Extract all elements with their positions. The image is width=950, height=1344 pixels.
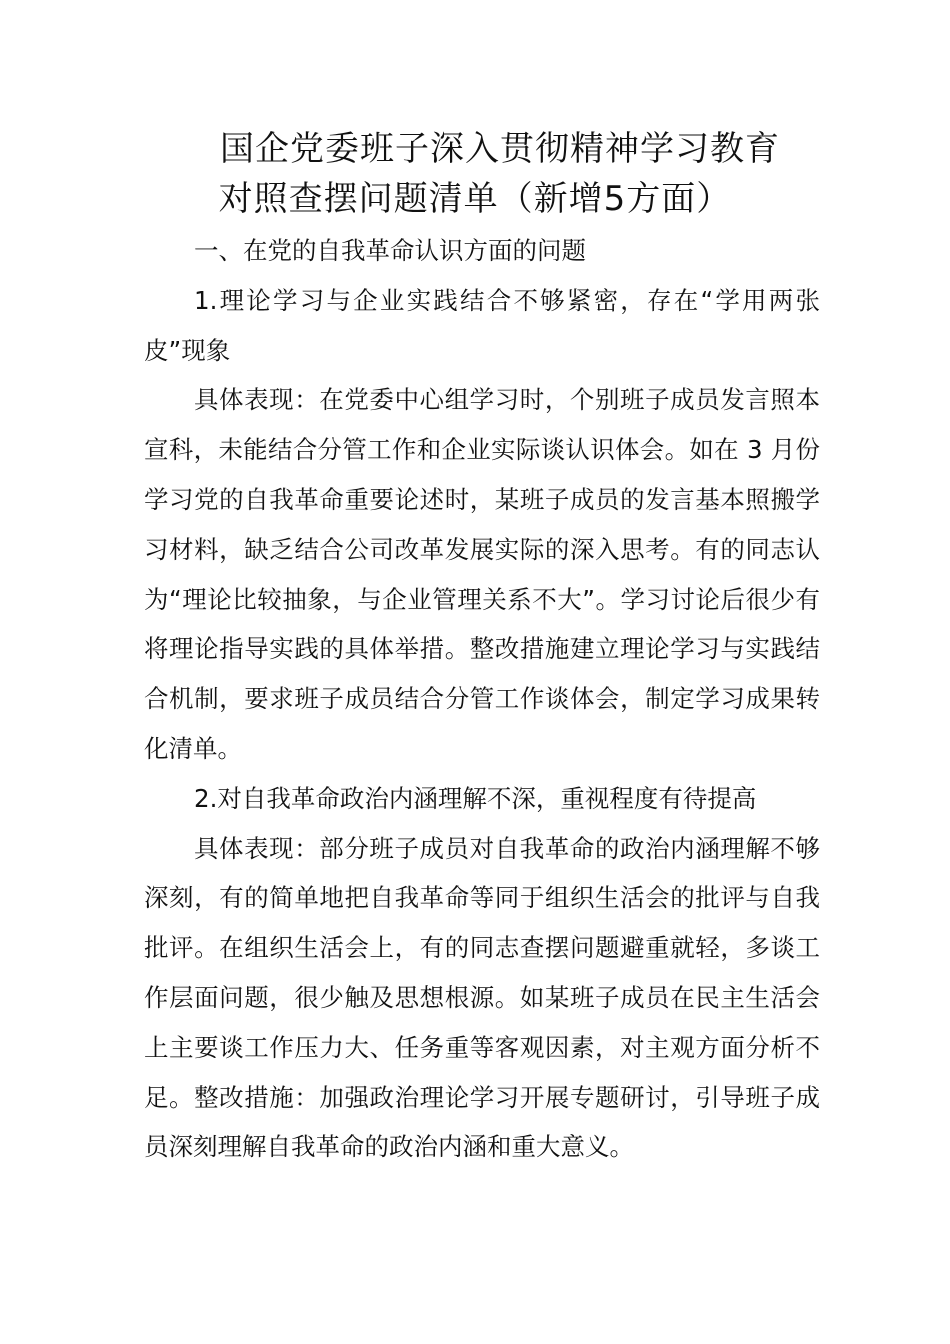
item-2-heading: 2.对自我革命政治内涵理解不深，重视程度有待提高: [194, 783, 757, 813]
item-1-body: 具体表现：在党委中心组学习时，个别班子成员发言照本宣科，未能结合分管工作和企业实际谈认识体会。如在 3 月份学习党的自我革命重要论述时，某班子成员的发言基本照搬学习材料，缺乏结合公司改革发展实际的深入思考。有的同志认为“理论比较抽象，与企业管理关系不大”。学习讨论后很少有将理论指导实践的具体举措。整改措施建立理论学习与实践结合机制，要求班子成员结合分管工作谈体会，制定学习成果转化清单。: [144, 385, 820, 763]
document-body: [144, 226, 820, 1172]
item-2-body: 具体表现：部分班子成员对自我革命的政治内涵理解不够深刻，有的简单地把自我革命等同于组织生活会的批评与自我批评。在组织生活会上，有的同志查摆问题避重就轻，多谈工作层面问题，很少触及思想根源。如某班子成员在民主生活会上主要谈工作压力大、任务重等客观因素，对主观方面分析不足。整改措施：加强政治理论学习开展专题研讨，引导班子成员深刻理解自我革命的政治内涵和重大意义。: [144, 833, 820, 1162]
item-1-heading: 1.理论学习与企业实践结合不够紧密，存在“学用两张皮”现象: [144, 285, 820, 365]
document-title-line-2: 对照查摆问题清单（新增5方面）: [218, 179, 732, 219]
section-1-heading: 一、在党的自我革命认识方面的问题: [194, 236, 586, 265]
document-title-line-1: 国企党委班子深入贯彻精神学习教育: [220, 129, 780, 169]
